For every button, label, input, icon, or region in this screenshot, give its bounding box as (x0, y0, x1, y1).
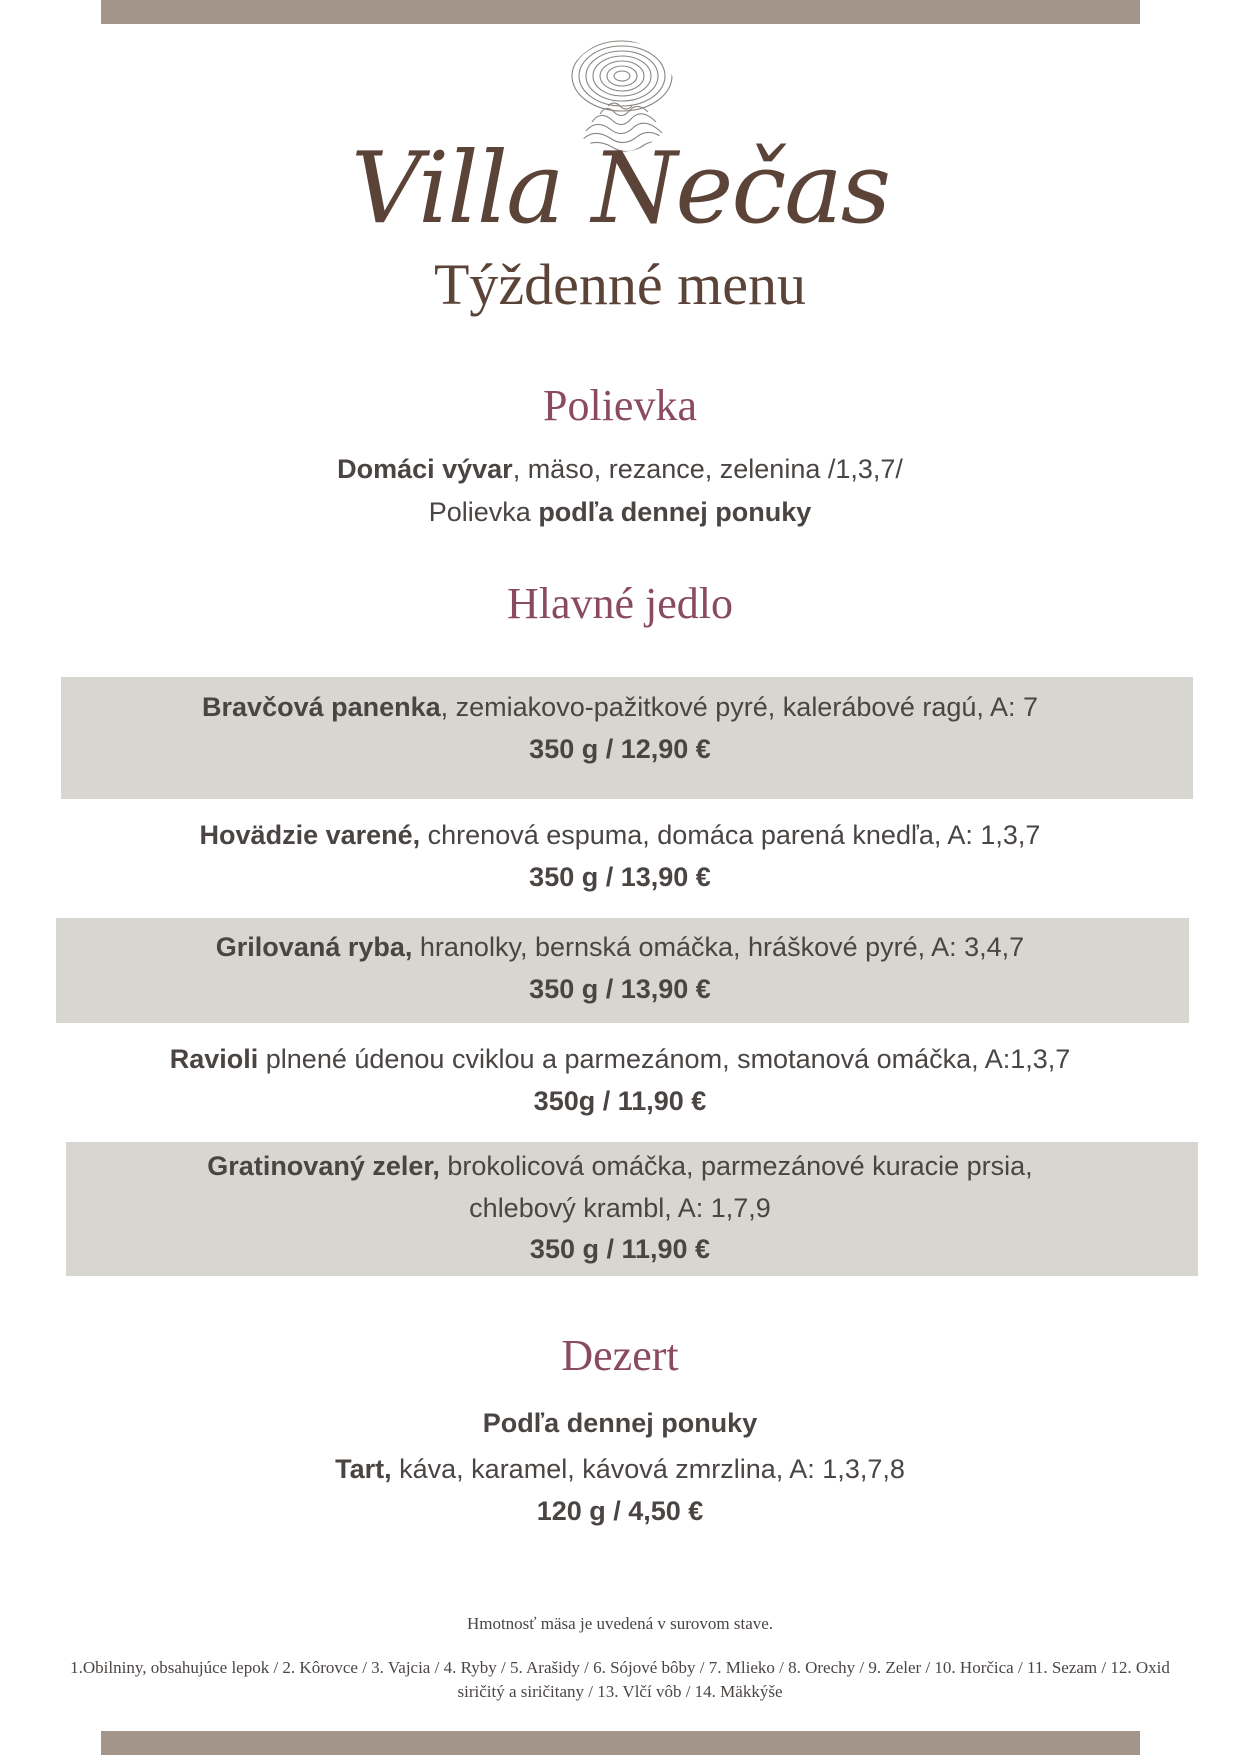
soup-item-2 (0, 499, 1240, 526)
dish-4 (0, 1046, 1240, 1073)
dish-5-desc: brokolicová omáčka, parmezánové kuracie prsia, (439, 1151, 1033, 1181)
dish-3-desc: hranolky, bernská omáčka, hráškové pyré, A: 3,4,7 (412, 932, 1025, 962)
dish-4-price: 350g / 11,90 € (533, 1086, 707, 1116)
bottom-decorative-bar (101, 1731, 1140, 1755)
dish-3-price: 350 g / 13,90 € (529, 974, 711, 1004)
soup-item-1-name: Domáci vývar (337, 454, 513, 484)
dessert-item-name: Tart, (335, 1454, 392, 1484)
dessert-item-desc: káva, karamel, kávová zmrzlina, A: 1,3,7,8 (391, 1454, 905, 1484)
dish-2 (0, 822, 1240, 849)
dish-3-name: Grilovaná ryba, (215, 932, 413, 962)
brand-name: Villa Nečas (350, 132, 889, 246)
dish-2-desc: chrenová espuma, domáca parená knedľa, A: 1,3,7 (420, 820, 1041, 850)
dish-4-name: Ravioli (169, 1044, 259, 1074)
dish-1-price: 350 g / 12,90 € (529, 734, 711, 764)
section-title-main: Hlavné jedlo (506, 579, 734, 628)
dish-2-price: 350 g / 13,90 € (529, 862, 711, 892)
dish-1-desc: , zemiakovo-pažitkové pyré, kalerábové ragú, A: 7 (440, 692, 1038, 722)
dish-5-desc-line2: chlebový krambl, A: 1,7,9 (469, 1193, 771, 1223)
soup-item-1-desc: , mäso, rezance, zelenina /1,3,7/ (512, 454, 903, 484)
dish-5-price: 350 g / 11,90 € (529, 1234, 711, 1264)
dish-1 (0, 694, 1240, 721)
weight-note: Hmotnosť mäsa je uvedená v surovom stave. (466, 1614, 774, 1633)
dish-5 (0, 1153, 1240, 1180)
dessert-item-price: 120 g / 4,50 € (536, 1496, 704, 1526)
section-title-soup: Polievka (543, 381, 697, 430)
dish-3 (0, 934, 1240, 961)
section-title-dessert: Dezert (561, 1331, 679, 1380)
dessert-item (0, 1456, 1240, 1483)
dish-1-name: Bravčová panenka (202, 692, 441, 722)
allergen-list: 1.Obilniny, obsahujúce lepok / 2. Kôrovce / 3. Vajcia / 4. Ryby / 5. Arašidy / 6. Sójové bôby / 7. Mlieko / 8. Orechy / 9. Zeler / 10. Horčica / 11. Sezam / 12. Oxid siričitý a siričitany / 13. Vlčí vôb / 14. Mäkkýše (70, 1658, 1170, 1701)
dish-4-desc: plnené údenou cviklou a parmezánom, smotanová omáčka, A:1,3,7 (258, 1044, 1071, 1074)
soup-item-1 (0, 456, 1240, 483)
soup-item-2-prefix: Polievka (428, 497, 539, 527)
top-decorative-bar (101, 0, 1140, 24)
dish-2-name: Hovädzie varené, (199, 820, 421, 850)
menu-title: Týždenné menu (433, 252, 806, 317)
soup-item-2-name: podľa dennej ponuky (538, 497, 812, 527)
dessert-daily-offer: Podľa dennej ponuky (482, 1408, 758, 1438)
dish-5-name: Gratinovaný zeler, (207, 1151, 440, 1181)
